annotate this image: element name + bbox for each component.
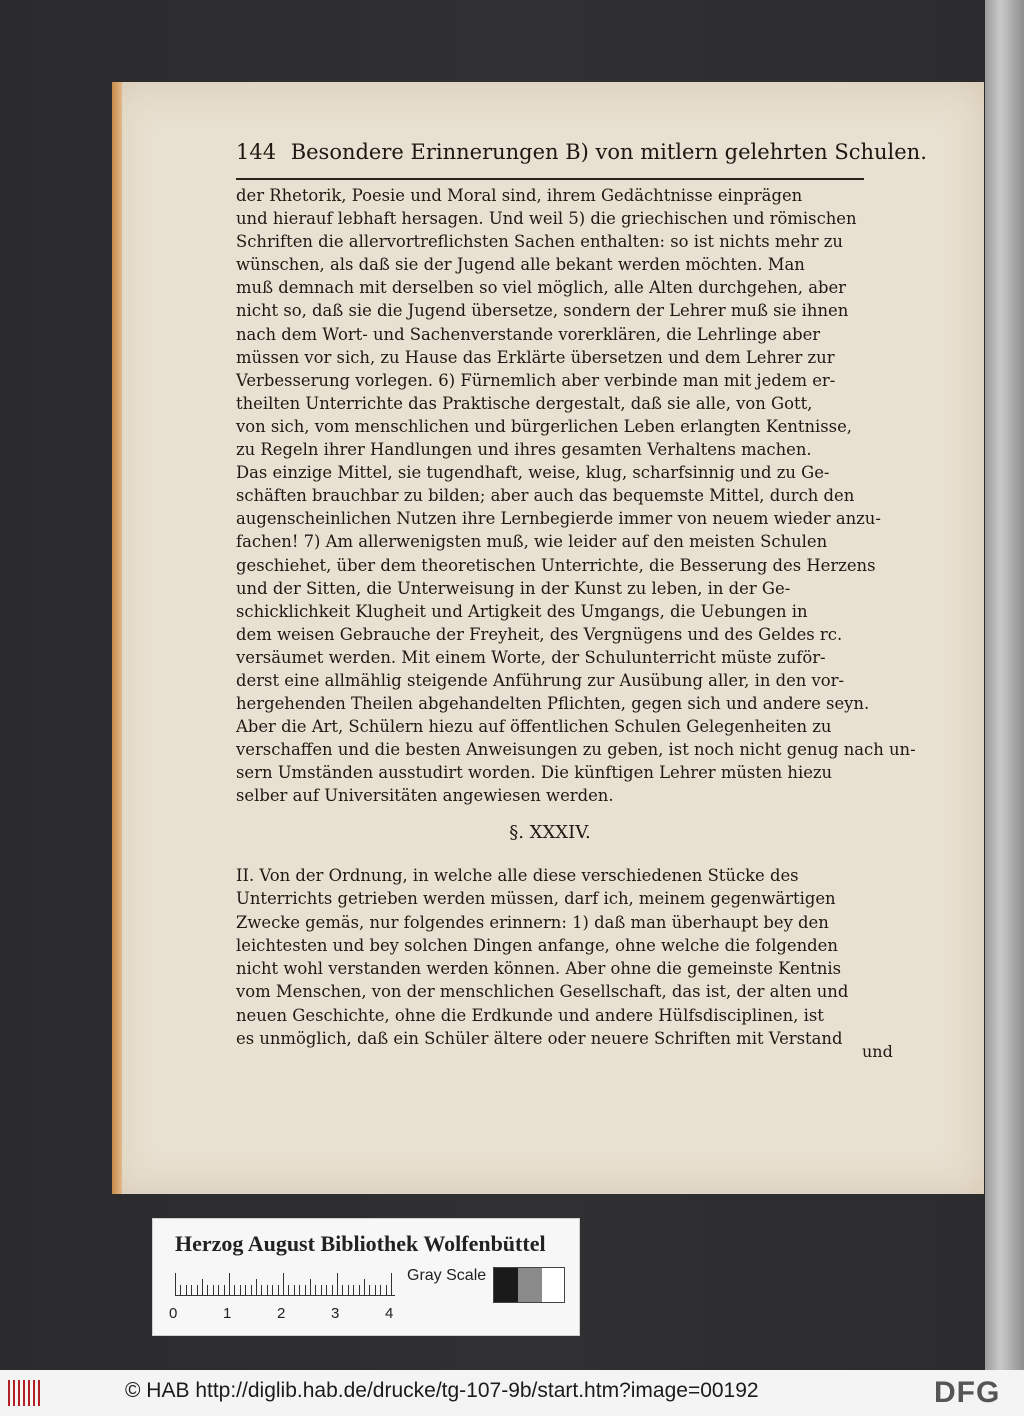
ruler-tick	[207, 1285, 208, 1295]
text-line: der Rhetorik, Poesie und Moral sind, ihrem Gedächtnisse einprägen	[236, 186, 803, 205]
text-line: wünschen, als daß sie der Jugend alle bekant werden möchten. Man	[236, 255, 805, 275]
ruler-tick	[202, 1279, 203, 1295]
ruler-tick	[294, 1285, 295, 1295]
text-line: muß demnach mit derselben so viel möglich, alle Alten durchgehen, aber	[236, 278, 847, 298]
text-line: fachen! 7) Am allerwenigsten muß, wie leider auf den meisten Schulen	[236, 532, 828, 552]
head-rule	[236, 178, 864, 180]
gray-swatch-black	[494, 1268, 518, 1302]
ruler-tick	[218, 1285, 219, 1295]
catchword: und	[862, 1042, 893, 1061]
text-line: zu Regeln ihrer Handlungen und ihres gesamten Verhaltens machen.	[236, 440, 812, 460]
ruler-tick	[386, 1285, 387, 1295]
ruler-tick	[315, 1285, 316, 1295]
ruler-tick	[229, 1273, 230, 1295]
ruler-number: 3	[331, 1305, 340, 1322]
ruler-tick	[191, 1285, 192, 1295]
text-line: neuen Geschichte, ohne die Erdkunde und andere Hülfsdisciplinen, ist	[236, 1005, 824, 1025]
ruler-tick	[267, 1285, 268, 1295]
ruler-tick	[364, 1279, 365, 1295]
text-line: und hierauf lebhaft hersagen. Und weil 5) die griechischen und römischen	[236, 209, 857, 229]
text-line: augenscheinlichen Nutzen ihre Lernbegierde immer von neuem wieder anzu-	[236, 509, 881, 529]
ruler-tick	[380, 1285, 381, 1295]
gray-scale-swatches	[493, 1267, 565, 1303]
ruler-tick	[180, 1285, 181, 1295]
ruler-number: 2	[277, 1305, 286, 1322]
ruler-tick	[213, 1285, 214, 1295]
running-head	[236, 140, 927, 180]
text-line: sern Umständen ausstudirt worden. Die künftigen Lehrer müsten hiezu	[236, 763, 833, 783]
text-line: Unterrichts getrieben werden müssen, darf ich, meinem gegenwärtigen	[236, 889, 836, 909]
gray-scale-label: Gray Scale	[407, 1267, 487, 1284]
library-name: Herzog August Bibliothek Wolfenbüttel	[175, 1231, 546, 1256]
text-line: nicht so, daß sie die Jugend übersetze, sondern der Lehrer muß sie ihnen	[236, 301, 849, 321]
page-number: 144	[236, 140, 277, 164]
ruler-tick	[278, 1285, 279, 1295]
color-scale-card	[152, 1218, 580, 1336]
footer-bar	[0, 1370, 1024, 1416]
text-line: dem weisen Gebrauche der Freyheit, des Vergnügens und des Geldes rc.	[236, 624, 843, 644]
ruler-tick	[288, 1285, 289, 1295]
ruler-tick	[305, 1285, 306, 1295]
text-line: und der Sitten, die Unterweisung in der Kunst zu leben, in der Ge-	[236, 578, 791, 598]
ruler-tick	[332, 1285, 333, 1295]
ruler-tick	[256, 1279, 257, 1295]
text-line: theilten Unterrichte das Praktische dergestalt, daß sie alle, von Gott,	[236, 393, 813, 413]
gray-swatch-mid	[518, 1268, 542, 1302]
text-line: versäumet werden. Mit einem Worte, der Schulunterricht müste zuför-	[236, 647, 826, 667]
text-line: Aber die Art, Schülern hiezu auf öffentlichen Schulen Gelegenheiten zu	[236, 717, 832, 737]
page-edge	[112, 82, 122, 1194]
ruler-number: 4	[385, 1305, 394, 1322]
text-line: müssen vor sich, zu Hause das Erklärte übersetzen und dem Lehrer zur	[236, 347, 835, 367]
ruler-tick	[175, 1273, 176, 1295]
text-line: geschiehet, über dem theoretischen Unterrichte, die Besserung des Herzens	[236, 555, 876, 575]
ruler-tick	[348, 1285, 349, 1295]
ruler-tick	[245, 1285, 246, 1295]
ruler-tick	[359, 1285, 360, 1295]
paragraph-1	[236, 184, 916, 808]
text-line: Schriften die allervortreflichsten Sachen enthalten: so ist nichts mehr zu	[236, 232, 843, 252]
ruler-tick	[369, 1285, 370, 1295]
ruler-tick	[321, 1285, 322, 1295]
text-line: nicht wohl verstanden werden können. Aber ohne die gemeinste Kentnis	[236, 959, 842, 979]
hab-logo-icon	[8, 1380, 44, 1406]
ruler-tick	[310, 1279, 311, 1295]
ruler-tick	[283, 1273, 284, 1295]
ruler-tick	[299, 1285, 300, 1295]
ruler-tick	[234, 1285, 235, 1295]
text-line: derst eine allmählig steigende Anführung zur Ausübung aller, in den vor-	[236, 670, 845, 690]
ruler-numbers	[169, 1305, 399, 1325]
text-line: leichtesten und bey solchen Dingen anfange, ohne welche die folgenden	[236, 935, 838, 955]
text-line: hergehenden Theilen abgehandelten Pflichten, gegen sich und andere seyn.	[236, 694, 870, 714]
text-line: selber auf Universitäten angewiesen werden.	[236, 786, 614, 806]
ruler-tick	[272, 1285, 273, 1295]
text-line: verschaffen und die besten Anweisungen zu geben, ist noch nicht genug nach un-	[236, 740, 916, 760]
text-line: schäften brauchbar zu bilden; aber auch das bequemste Mittel, durch den	[236, 486, 855, 506]
ruler-tick	[251, 1285, 252, 1295]
ruler-tick	[197, 1285, 198, 1295]
text-line: vom Menschen, von der menschlichen Gesellschaft, das ist, der alten und	[236, 982, 849, 1002]
text-line: II. Von der Ordnung, in welche alle diese verschiedenen Stücke des	[236, 866, 799, 885]
ruler	[175, 1269, 395, 1305]
ruler-baseline	[175, 1295, 395, 1296]
text-line: Verbesserung vorlegen. 6) Fürnemlich aber verbinde man mit jedem er-	[236, 370, 836, 390]
ruler-tick	[375, 1285, 376, 1295]
section-heading: §. XXXIV.	[509, 822, 591, 843]
text-line: Zwecke gemäs, nur folgendes erinnern: 1) daß man überhaupt bey den	[236, 912, 829, 932]
ruler-number: 1	[223, 1305, 232, 1322]
ruler-tick	[186, 1285, 187, 1295]
dfg-logo: DFG	[934, 1376, 1001, 1409]
running-head-title: Besondere Erinnerungen B) von mitlern gelehrten Schulen.	[290, 140, 927, 164]
ruler-tick	[326, 1285, 327, 1295]
text-line: es unmöglich, daß ein Schüler ältere oder neuere Schriften mit Verstand	[236, 1029, 843, 1049]
text-line: von sich, vom menschlichen und bürgerlichen Leben erlangten Kentnisse,	[236, 416, 853, 436]
text-line: Das einzige Mittel, sie tugendhaft, weise, klug, scharfsinnig und zu Ge-	[236, 463, 830, 483]
ruler-tick	[342, 1285, 343, 1295]
paragraph-2	[236, 864, 896, 1050]
gray-swatch-white	[542, 1268, 564, 1302]
ruler-tick	[337, 1273, 338, 1295]
ruler-tick	[224, 1285, 225, 1295]
ruler-number: 0	[169, 1305, 178, 1322]
ruler-tick	[240, 1285, 241, 1295]
ruler-tick	[391, 1273, 392, 1295]
text-line: schicklichkeit Klugheit und Artigkeit des Umgangs, die Uebungen in	[236, 601, 808, 621]
ruler-tick	[353, 1285, 354, 1295]
scan-edge-strip	[985, 0, 1024, 1370]
footer-url-link[interactable]: © HAB http://diglib.hab.de/drucke/tg-107-9b/start.htm?image=00192	[125, 1379, 759, 1402]
ruler-tick	[261, 1285, 262, 1295]
text-line: nach dem Wort- und Sachenverstande vorerklären, die Lehrlinge aber	[236, 324, 821, 344]
